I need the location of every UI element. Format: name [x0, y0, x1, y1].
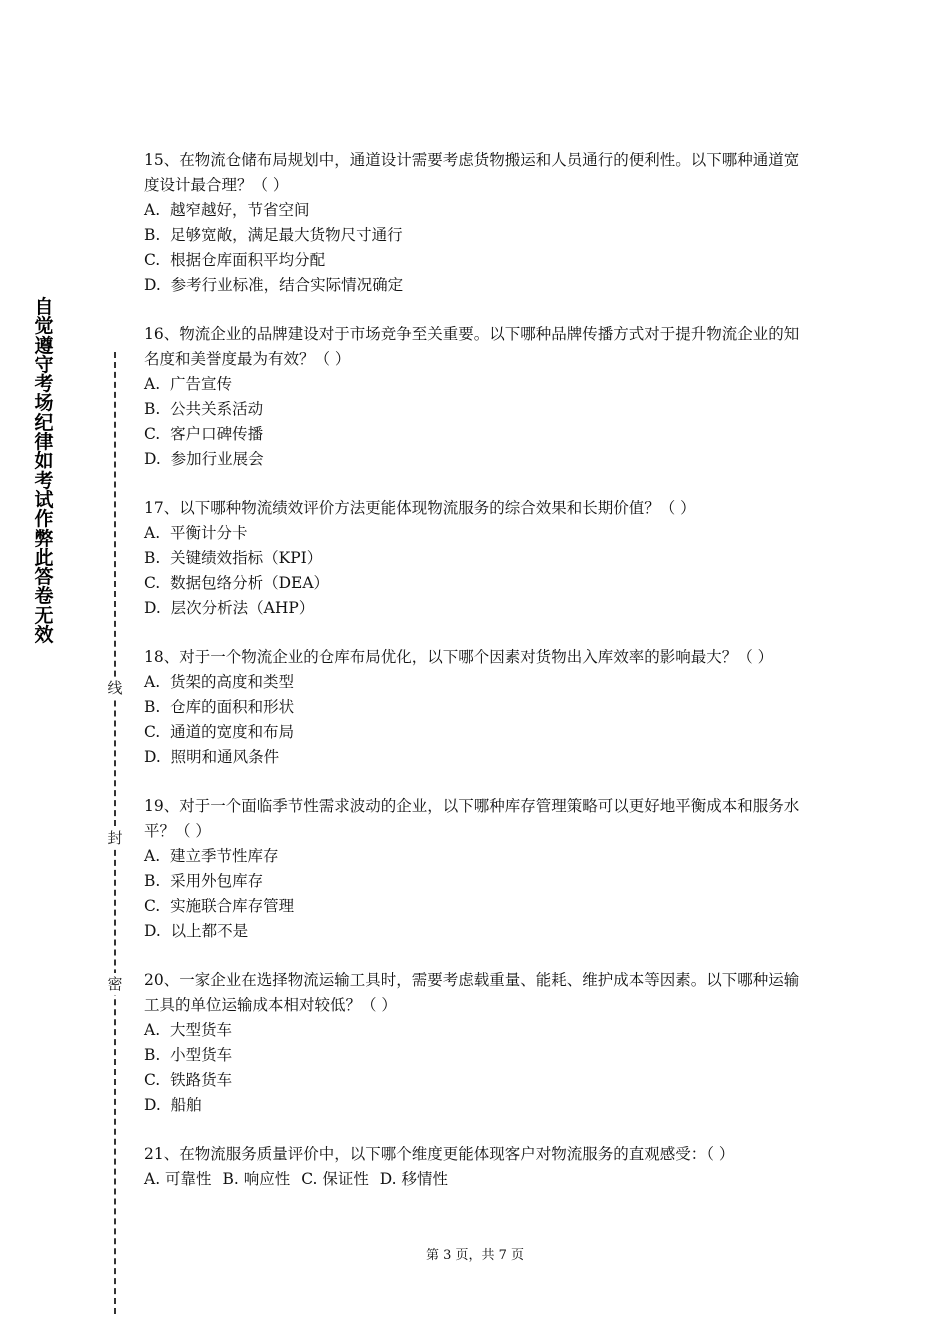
warning-char: 答 — [34, 566, 54, 589]
warning-char: 守 — [34, 353, 54, 376]
option-a: A. 大型货车 — [144, 1021, 232, 1039]
option-b: B. 关键绩效指标（KPI） — [144, 549, 323, 567]
question-stem: 15、在物流仓储布局规划中，通道设计需要考虑货物搬运和人员通行的便利性。以下哪种通道宽度设计最合理？（ ） — [144, 151, 800, 194]
option-b: B. 仓库的面积和形状 — [144, 698, 295, 716]
question-stem: 21、在物流服务质量评价中，以下哪个维度更能体现客户对物流服务的直观感受：（ ） — [144, 1145, 735, 1163]
option-b: B. 公共关系活动 — [144, 400, 264, 418]
question-stem: 17、以下哪种物流绩效评价方法更能体现物流服务的综合效果和长期价值？（ ） — [144, 499, 696, 517]
option-c: C. 实施联合库存管理 — [144, 897, 295, 915]
option-b: B. 足够宽敞，满足最大货物尺寸通行 — [144, 226, 403, 244]
question-17 — [144, 496, 814, 621]
option-b: B. 采用外包库存 — [144, 872, 264, 890]
option-a: A. 货架的高度和类型 — [144, 673, 294, 691]
question-stem: 19、对于一个面临季节性需求波动的企业，以下哪种库存管理策略可以更好地平衡成本和服务水平？（ ） — [144, 797, 800, 840]
option-c: C. 根据仓库面积平均分配 — [144, 251, 326, 269]
warning-char: 弊 — [34, 527, 54, 550]
option-a: A. 可靠性 — [144, 1170, 212, 1188]
inline-options — [144, 1167, 814, 1192]
warning-char: 纪 — [34, 411, 54, 434]
binding-label-line: 线 — [107, 679, 123, 697]
option-d: D. 层次分析法（AHP） — [144, 599, 315, 617]
option-a: A. 平衡计分卡 — [144, 524, 248, 542]
question-stem: 20、一家企业在选择物流运输工具时，需要考虑载重量、能耗、维护成本等因素。以下哪种运输工具的单位运输成本相对较低？（ ） — [144, 971, 800, 1014]
question-19 — [144, 794, 814, 944]
option-d: D. 照明和通风条件 — [144, 748, 280, 766]
question-stem: 18、对于一个物流企业的仓库布局优化，以下哪个因素对货物出入库效率的影响最大？（ ） — [144, 648, 774, 666]
binding-label-secret: 密 — [107, 975, 123, 993]
warning-char: 试 — [34, 488, 54, 511]
warning-char: 如 — [34, 450, 54, 473]
option-d: D. 以上都不是 — [144, 922, 249, 940]
option-b: B. 响应性 — [222, 1170, 291, 1188]
option-d: D. 参加行业展会 — [144, 450, 264, 468]
warning-char: 此 — [34, 546, 54, 569]
option-c: C. 铁路货车 — [144, 1071, 233, 1089]
warning-char: 无 — [34, 604, 54, 627]
option-d: D. 移情性 — [379, 1170, 449, 1188]
exam-discipline-warning — [32, 298, 56, 645]
question-list — [144, 148, 814, 1216]
question-stem: 16、物流企业的品牌建设对于市场竞争至关重要。以下哪种品牌传播方式对于提升物流企业的知名度和美誉度最为有效？（ ） — [144, 325, 800, 368]
warning-char: 效 — [34, 624, 54, 647]
warning-char: 考 — [34, 469, 54, 492]
warning-char: 自 — [34, 296, 54, 318]
option-a: A. 广告宣传 — [144, 375, 232, 393]
option-d: D. 船舶 — [144, 1096, 202, 1114]
option-b: B. 小型货车 — [144, 1046, 233, 1064]
question-21 — [144, 1142, 814, 1192]
option-c: C. 数据包络分析（DEA） — [144, 574, 330, 592]
option-c: C. 客户口碑传播 — [144, 425, 264, 443]
option-c: C. 保证性 — [301, 1170, 369, 1188]
page-number: 第 3 页，共 7 页 — [425, 1248, 525, 1263]
question-16 — [144, 322, 814, 472]
question-20 — [144, 968, 814, 1118]
warning-char: 考 — [34, 373, 54, 396]
option-d: D. 参考行业标准，结合实际情况确定 — [144, 276, 404, 294]
question-15 — [144, 148, 814, 298]
warning-char: 觉 — [34, 315, 54, 338]
warning-char: 场 — [34, 392, 54, 415]
warning-char: 作 — [34, 508, 54, 531]
binding-label-seal: 封 — [107, 829, 123, 847]
option-a: A. 建立季节性库存 — [144, 847, 279, 865]
option-a: A. 越窄越好，节省空间 — [144, 201, 310, 219]
question-18 — [144, 645, 814, 770]
warning-char: 律 — [34, 431, 54, 454]
warning-char: 遵 — [34, 334, 54, 357]
warning-char: 卷 — [34, 585, 54, 608]
option-c: C. 通道的宽度和布局 — [144, 723, 295, 741]
